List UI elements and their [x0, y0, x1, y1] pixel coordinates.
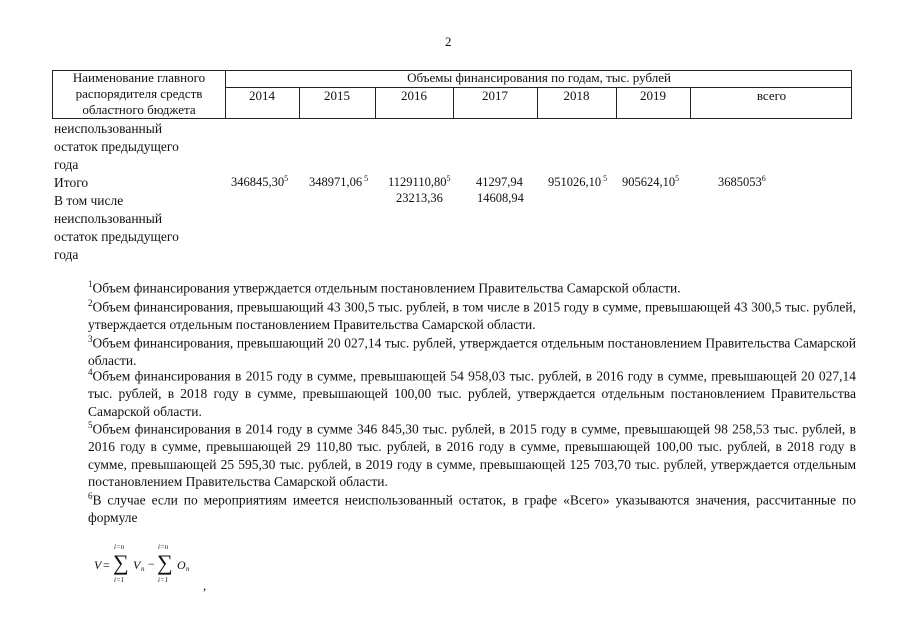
total-2017: 41297,94	[476, 175, 523, 190]
summation-formula: V = i=n ∑ i=1 V n − i=n ∑ i=1 O n	[94, 543, 190, 584]
page-number: 2	[445, 34, 452, 49]
row-label-total: Итого	[54, 175, 89, 190]
header-year-2017: 2017	[482, 88, 508, 103]
header-year-2016: 2016	[401, 88, 427, 103]
header-total: всего	[756, 88, 787, 103]
total-all: 3685053$^6$	[718, 174, 766, 190]
header-year-2015: 2015	[324, 88, 350, 103]
footnote-1: $^1$Объем финансирования утверждается отдельным постановлением Правительства Самарской области.	[88, 279, 681, 296]
footnote-4: $^4$Объем финансирования в 2015 году в сумме, превышающей 54 958,03 тыс. рублей, в 2016 году в сумме, превышающей 20 027,14 тыс. рублей, в 2018 году в сумме, превышающей 100,00 тыс. рублей, утверждается отдельным постановлением Правительства Самарской области.	[88, 367, 856, 419]
row-label-leftover-prev-2: остаток предыдущего	[54, 139, 179, 154]
footnote-3: $^3$Объем финансирования, превышающий 20 027,14 тыс. рублей, утверждается отдельным постановлением Правительства Самарской области.	[88, 334, 856, 369]
total-2018: 951026,10 $^5$	[548, 174, 608, 190]
footnote-5: $^5$Объем финансирования в 2014 году в сумме 346 845,30 тыс. рублей, в 2015 году в сумме, превышающей 98 258,53 тыс. рублей, в 2016 году в сумме, превышающей 29 110,80 тыс. рублей, в 2016 году в сумме, превышающей 100,00 тыс. рублей, в 2018 году в сумме, превышающей 25 595,30 тыс. рублей, в 2019 году в сумме, превышающей 125 703,70 тыс. рублей, утверждается отдельным постановлением Правительства Самарской области.	[88, 420, 856, 490]
row-label-including-2: неиспользованный	[54, 211, 163, 226]
row-label-leftover-prev-3: года	[54, 157, 79, 172]
row-label-including-4: года	[54, 247, 79, 262]
header-funding-title: Объемы финансирования по годам, тыс. рублей	[407, 70, 671, 85]
row-label-including-1: В том числе	[54, 193, 124, 208]
row-label-including-3: остаток предыдущего	[54, 229, 179, 244]
header-year-2014: 2014	[249, 88, 275, 103]
total-2015: 348971,06 $^5$	[309, 174, 369, 190]
total-2016: 1129110,80$^5$	[388, 174, 451, 190]
row-label-leftover-prev-1: неиспользованный	[54, 121, 163, 136]
header-year-2018: 2018	[563, 88, 590, 103]
header-distributor-line-2: распорядителя средств	[75, 86, 203, 101]
header-year-2019: 2019	[640, 88, 666, 103]
leftover-2016: 23213,36	[396, 191, 443, 205]
funding-table-header	[52, 70, 852, 119]
formula-trailing-comma: ,	[203, 578, 207, 593]
footnote-6: $^6$В случае если по мероприятиям имеется неиспользованный остаток, в графе «Всего» указываются значения, рассчитанные по формуле	[88, 491, 856, 526]
total-2019: 905624,10$^5$	[622, 174, 680, 190]
footnote-2: $^2$Объем финансирования, превышающий 43 300,5 тыс. рублей, в том числе в 2015 году в сумме, превышающей 43 300,5 тыс. рублей, утверждается отдельным постановлением Правительства Самарской области.	[88, 298, 856, 333]
header-distributor-line-1: Наименование главного	[72, 70, 206, 85]
header-distributor-line-3: областного бюджета	[82, 102, 196, 117]
leftover-2017: 14608,94	[477, 191, 524, 205]
total-2014: 346845,30$^5$	[231, 174, 289, 190]
